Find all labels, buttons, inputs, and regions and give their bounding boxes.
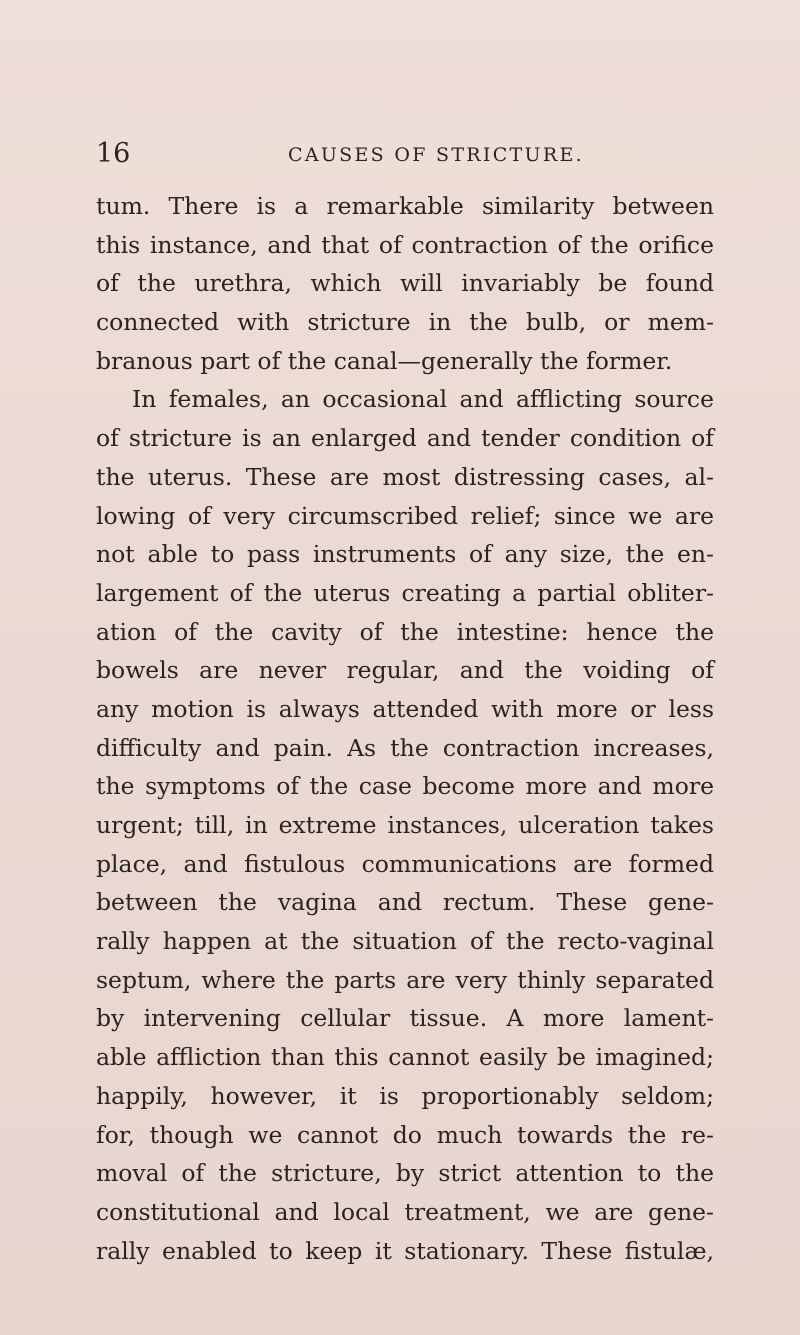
text-line: able affliction than this cannot easily be imagined; [96, 1043, 714, 1072]
text-line: the symptoms of the case become more and more [96, 772, 714, 801]
text-line: connected with stricture in the bulb, or mem- [96, 308, 714, 337]
text-line: ation of the cavity of the intestine: hence the [96, 617, 714, 646]
text-line: this instance, and that of contraction of the orifice [96, 230, 714, 259]
text-line: rally happen at the situation of the recto-vaginal [96, 927, 714, 956]
text-line: constitutional and local treatment, we are gene- [96, 1197, 714, 1226]
text-line: lowing of very circumscribed relief; since we are [96, 501, 714, 530]
text-line: urgent; till, in extreme instances, ulceration takes [96, 811, 714, 839]
text-line: largement of the uterus creating a partial obliter- [96, 578, 714, 607]
paragraph-first-line: In females, an occasional and afflicting source [132, 385, 714, 414]
text-line: septum, where the parts are very thinly separated [96, 965, 714, 994]
text-line: of the urethra, which will invariably be found [96, 269, 714, 298]
running-title: CAUSES OF STRICTURE. [288, 144, 584, 166]
text-line: any motion is always attended with more or less [96, 694, 714, 723]
text-line: the uterus. These are most distressing cases, al- [96, 462, 714, 491]
text-line: place, and fistulous communications are formed [96, 849, 714, 878]
text-line: by intervening cellular tissue. A more lament- [96, 1004, 714, 1033]
text-line: tum. There is a remarkable similarity between [96, 192, 714, 220]
text-line: moval of the stricture, by strict attention to the [96, 1159, 714, 1188]
text-line: between the vagina and rectum. These gene- [96, 888, 714, 917]
text-line: bowels are never regular, and the voiding of [96, 656, 714, 685]
page-header [96, 138, 696, 178]
text-line: difficulty and pain. As the contraction increases, [96, 733, 714, 762]
text-line: happily, however, it is proportionably seldom; [96, 1081, 714, 1110]
text-line: of stricture is an enlarged and tender condition of [96, 424, 714, 453]
page-number: 16 [96, 138, 131, 169]
body-text [96, 187, 714, 1270]
text-line: not able to pass instruments of any size, the en- [96, 540, 714, 569]
text-line: for, though we cannot do much towards the re- [96, 1120, 714, 1149]
text-line: rally enabled to keep it stationary. These fistulæ, [96, 1236, 714, 1265]
text-line: branous part of the canal—generally the former. [96, 346, 673, 375]
